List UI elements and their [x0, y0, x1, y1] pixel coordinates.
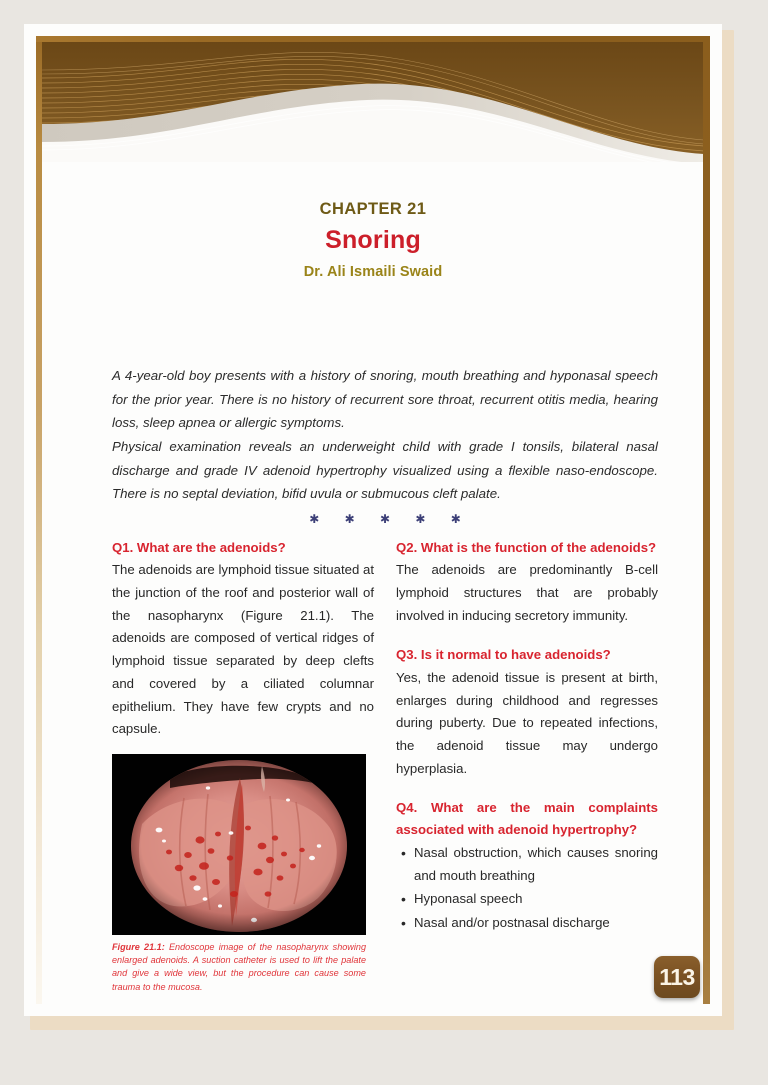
endoscope-image — [112, 754, 366, 935]
vignette-paragraph-1: A 4-year-old boy presents with a history of snoring, mouth breathing and hyponasal speech for the prior year. There is no history of recurrent sore throat, recurrent otitis media, hearing loss, sleep apnea or allergic symptoms. — [112, 368, 658, 431]
figure-caption-text: Endoscope image of the nasopharynx showing enlarged adenoids. A suction catheter is used to lift the palate and give a wide view, but the procedure can cause some trauma to the mucosa. — [112, 941, 367, 992]
figure-label: Figure 21.1: — [112, 941, 165, 952]
paper-sheet — [24, 24, 722, 1016]
list-item: • Nasal obstruction, which causes snoring and mouth breathing — [414, 842, 658, 887]
list-item: • Nasal and/or postnasal discharge — [414, 912, 658, 935]
q3-heading: Q3. Is it normal to have adenoids? — [396, 647, 611, 663]
q3-answer: Yes, the adenoid tissue is present at birth, enlarges during childhood and regresses during puberty. Due to repeated infections, the adenoid tissue may undergo hyperplasia. — [396, 669, 658, 776]
figure-21-1 — [112, 754, 374, 994]
page-number-badge: 113 — [654, 956, 700, 998]
frame-top-border — [36, 36, 710, 42]
figure-caption — [112, 941, 366, 994]
q4-bullet-list — [396, 842, 658, 935]
chapter-number: CHAPTER 21 — [319, 200, 427, 218]
left-column — [112, 537, 374, 994]
q2-heading: Q2. What is the function of the adenoids? — [396, 539, 657, 555]
star-separator: ✱ ✱ ✱ ✱ ✱ — [309, 511, 472, 526]
frame-left-border — [36, 36, 42, 1004]
two-column-body — [112, 537, 658, 994]
chapter-author: Dr. Ali Ismaili Swaid — [303, 264, 443, 280]
frame-right-border — [703, 36, 710, 1004]
content-area — [112, 364, 658, 994]
vignette-paragraph-2: Physical examination reveals an underweight child with grade I tonsils, bilateral nasal discharge and grade IV adenoid hypertrophy visualized using a flexible naso-endoscope. There is no septal deviation, bifid uvula or submucous cleft palate. — [112, 438, 658, 502]
q4-heading: Q4. What are the main complaints associated with adenoid hypertrophy? — [396, 800, 658, 837]
header-banner-decoration — [42, 42, 704, 162]
chapter-heading-block — [24, 200, 722, 280]
clinical-vignette — [112, 364, 658, 506]
q1-heading: Q1. What are the adenoids? — [112, 539, 286, 555]
right-column — [396, 537, 658, 936]
q1-answer: The adenoids are lymphoid tissue situated at the junction of the roof and posterior wall of the nasopharynx (Figure 21.1). The adenoids are composed of vertical ridges of lymphoid tissue separated by deep clefts and covered by a ciliated columnar epithelium. They have few crypts and no capsule. — [112, 562, 374, 737]
list-item: • Hyponasal speech — [414, 888, 658, 911]
q2-answer: The adenoids are predominantly B-cell lymphoid structures that are probably involved in inducing secretory immunity. — [396, 562, 658, 623]
page-title: Snoring — [325, 226, 421, 254]
